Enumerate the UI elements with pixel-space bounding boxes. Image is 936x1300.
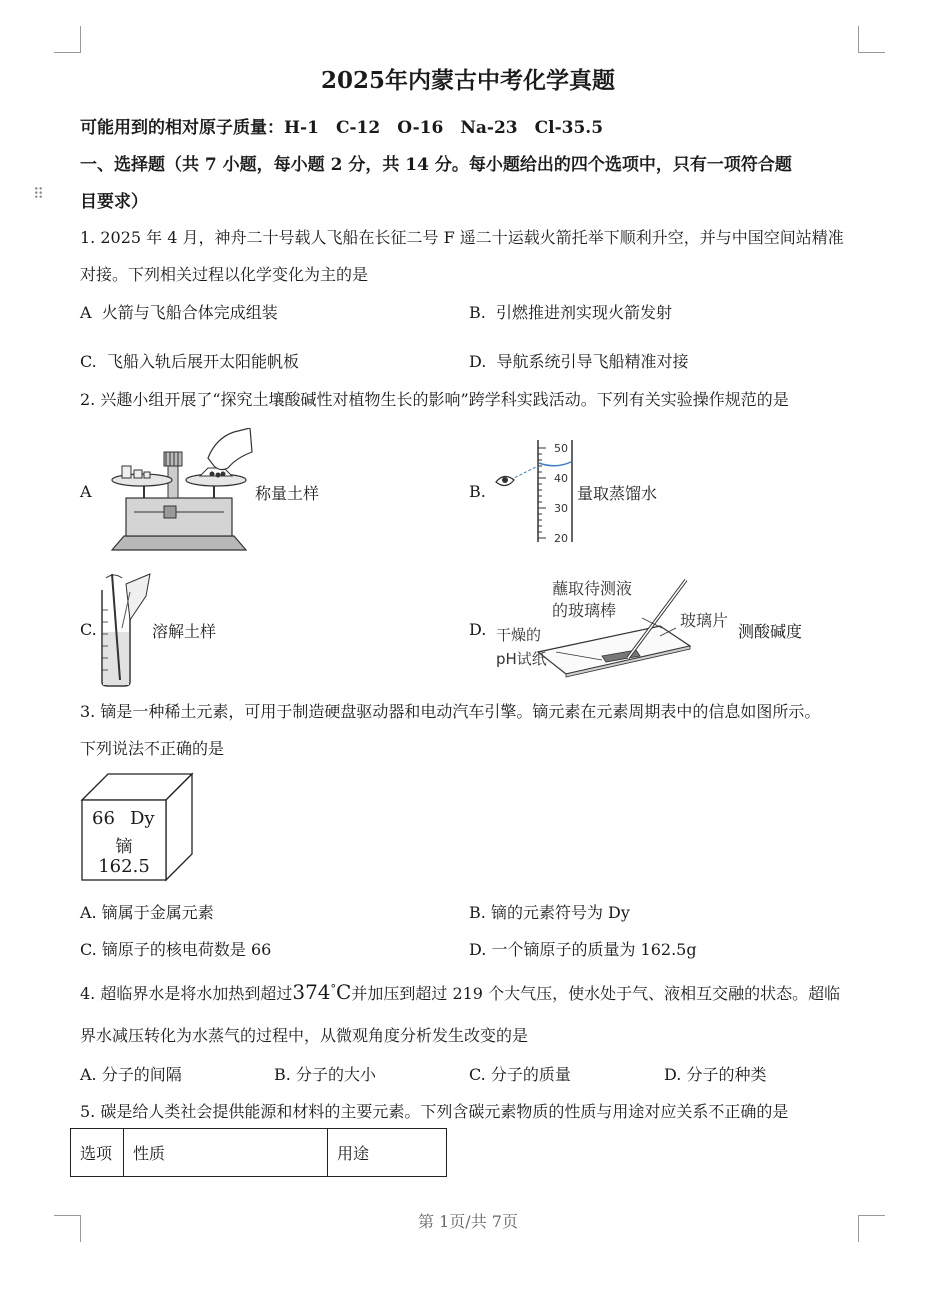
cylinder-tick-label: 30 xyxy=(554,502,568,515)
cylinder-tick-label: 20 xyxy=(554,532,568,544)
dissolve-illustration xyxy=(98,570,154,688)
section-heading: 一、选择题（共 7 小题，每小题 2 分，共 14 分。每小题给出的四个选项中，只有一项符合题 xyxy=(80,155,792,175)
question-3-stem: 下列说法不正确的是 xyxy=(80,739,225,758)
page-title: 2025年内蒙古中考化学真题 xyxy=(320,67,615,94)
option-b[interactable]: B. 引燃推进剂实现火箭发射 xyxy=(469,303,673,322)
section-heading: 目要求） xyxy=(80,192,148,212)
element-symbol: Dy xyxy=(130,808,155,829)
temperature-value: 374 xyxy=(292,980,331,1004)
option-c[interactable]: C. xyxy=(80,620,97,639)
atomic-number: 66 xyxy=(92,808,115,829)
option-a[interactable]: A. 分子的间隔 xyxy=(80,1065,182,1084)
measuring-cylinder-illustration xyxy=(492,438,576,544)
table-header-cell: 选项 xyxy=(71,1129,124,1177)
option-c[interactable]: C. 镝原子的核电荷数是 66 xyxy=(80,940,272,959)
ph-paper-label: 干燥的 xyxy=(496,626,542,644)
option-c[interactable]: C. 分子的质量 xyxy=(469,1065,571,1084)
options-table xyxy=(70,1128,447,1177)
cylinder-tick-label: 50 xyxy=(554,442,568,455)
option-d[interactable]: D. 分子的种类 xyxy=(664,1065,767,1084)
option-d[interactable]: D. 导航系统引导飞船精准对接 xyxy=(469,352,689,371)
option-a[interactable]: A. 镝属于金属元素 xyxy=(80,903,214,922)
question-3-stem: 3. 镝是一种稀土元素，可用于制造硬盘驱动器和电动汽车引擎。镝元素在元素周期表中的信息如图所示。 xyxy=(80,702,821,721)
ph-glass-label: 玻璃片 xyxy=(680,611,729,630)
option-d[interactable]: D. xyxy=(469,620,487,639)
table-header-row xyxy=(71,1129,447,1177)
question-1-stem: 对接。下列相关过程以化学变化为主的是 xyxy=(80,265,369,284)
option-b[interactable]: B. 镝的元素符号为 Dy xyxy=(469,903,630,922)
atomic-mass: 162.5 xyxy=(98,856,150,877)
option-b[interactable]: B. xyxy=(469,482,486,501)
option-c[interactable]: C. 飞船入轨后展开太阳能帆板 xyxy=(80,352,299,371)
question-2-stem: 2. 兴趣小组开展了“探究土壤酸碱性对植物生长的影响”跨学科实践活动。下列有关实验操作规范的是 xyxy=(80,390,789,409)
ph-rod-label: 的玻璃棒 xyxy=(552,601,617,620)
question-5-stem: 5. 碳是给人类社会提供能源和材料的主要元素。下列含碳元素物质的性质与用途对应关系不正确的是 xyxy=(80,1102,789,1121)
page-footer: 第 1页/共 7页 xyxy=(418,1212,518,1231)
question-4-stem: 界水减压转化为水蒸气的过程中，从微观角度分析发生改变的是 xyxy=(80,1026,529,1045)
cylinder-tick-label: 40 xyxy=(554,472,568,485)
ph-rod-label: 蘸取待测液 xyxy=(552,579,633,598)
atomic-masses: 可能用到的相对原子质量：H-1 C-12 O-16 Na-23 Cl-35.5 xyxy=(80,118,604,138)
degree-sign: ° xyxy=(330,982,337,996)
option-d-label: 测酸碱度 xyxy=(738,622,803,641)
table-header-cell: 性质 xyxy=(124,1129,328,1177)
question-4-stem: 4. 超临界水是将水加热到超过374°C并加压到超过 219 个大气压，使水处于气、液相互交融的状态。超临 xyxy=(80,980,841,1004)
option-d[interactable]: D. 一个镝原子的质量为 162.5g xyxy=(469,940,697,959)
option-a[interactable]: A 火箭与飞船合体完成组装 xyxy=(80,303,278,322)
question-1-stem: 1. 2025 年 4 月，神舟二十号载人飞船在长征二号 F 遥二十运载火箭托举下顺利升空，并与中国空间站精准 xyxy=(80,228,844,247)
element-name: 镝 xyxy=(115,837,133,857)
ph-paper-label: pH试纸 xyxy=(496,650,547,668)
element-card xyxy=(80,772,194,882)
crop-mark xyxy=(54,26,81,53)
option-b[interactable]: B. 分子的大小 xyxy=(274,1065,376,1084)
option-a-label: 称量土样 xyxy=(255,484,320,503)
crop-mark xyxy=(858,26,885,53)
option-b-label: 量取蒸馏水 xyxy=(577,484,658,503)
ph-test-illustration xyxy=(492,572,738,678)
option-c-label: 溶解土样 xyxy=(152,622,217,641)
drag-handle-icon[interactable]: ⠿ xyxy=(33,185,44,203)
balance-illustration xyxy=(104,428,254,554)
temperature-unit: C xyxy=(336,980,352,1004)
table-header-cell: 用途 xyxy=(328,1129,447,1177)
option-a[interactable]: A xyxy=(80,482,92,501)
